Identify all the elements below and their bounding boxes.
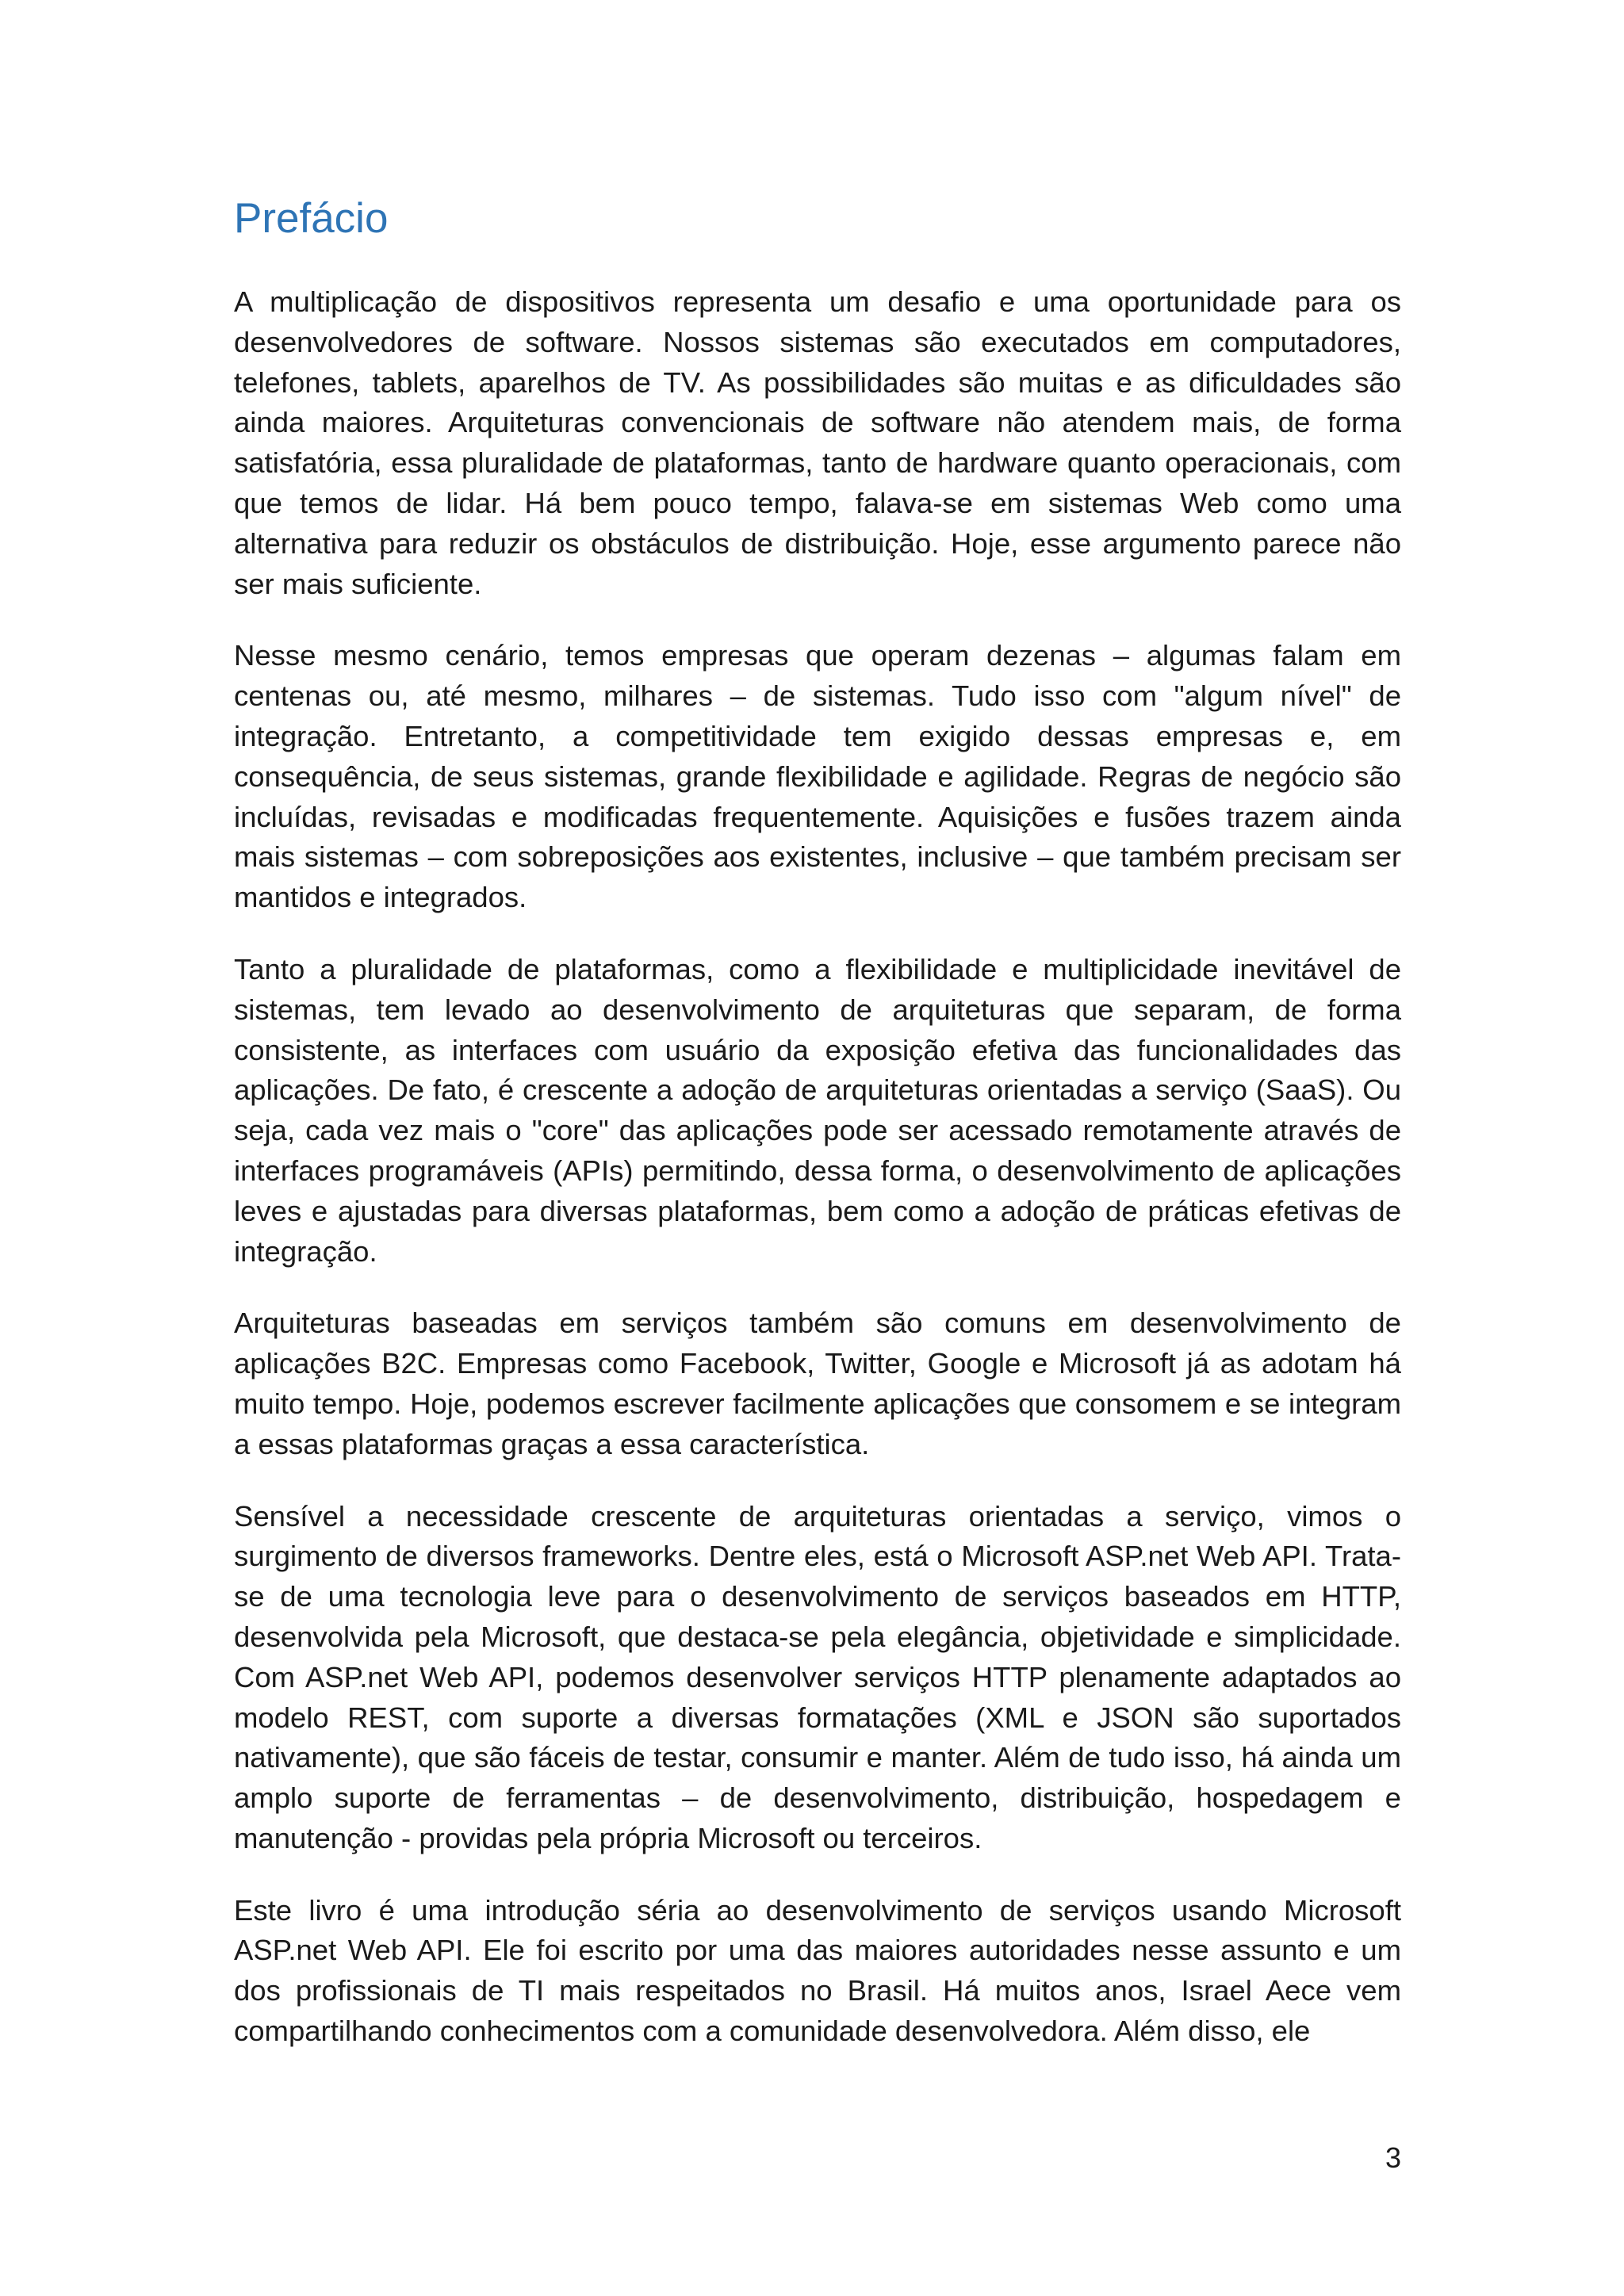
paragraph-5: Sensível a necessidade crescente de arquiteturas orientadas a serviço, vimos o surgimento de diversos frameworks. Dentre eles, está o Microsoft ASP.net Web API. Trata-se de uma tecnologia leve para o desenvolvimento de serviços baseados em HTTP, desenvolvida pela Microsoft, que destaca-se pela elegância, objetividade e simplicidade. Com ASP.net Web API, podemos desenvolver serviços HTTP plenamente adaptados ao modelo REST, com suporte a diversas formatações (XML e JSON são suportados nativamente), que são fáceis de testar, consumir e manter. Além de tudo isso, há ainda um amplo suporte de ferramentas – de desenvolvimento, distribuição, hospedagem e manutenção - providas pela própria Microsoft ou terceiros.: [234, 1499, 1401, 1854]
paragraph-2: Nesse mesmo cenário, temos empresas que operam dezenas – algumas falam em centenas ou, até mesmo, milhares – de sistemas. Tudo isso com "algum nível" de integração. Entretanto, a competitividade tem exigido dessas empresas e, em consequência, de seus sistemas, grande flexibilidade e agilidade. Regras de negócio são incluídas, revisadas e modificadas frequentemente. Aquisições e fusões trazem ainda mais sistemas – com sobreposições aos existentes, inclusive – que também precisam ser mantidos e integrados.: [234, 639, 1401, 914]
paragraph-1: A multiplicação de dispositivos representa um desafio e uma oportunidade para os desenvolvedores de software. Nossos sistemas são executados em computadores, telefones, tablets, aparelhos de TV. As possibilidades são muitas e as dificuldades são ainda maiores. Arquiteturas convencionais de software não atendem mais, de forma satisfatória, essa pluralidade de plataformas, tanto de hardware quanto operacionais, com que temos de lidar. Há bem pouco tempo, falava-se em sistemas Web como uma alternativa para reduzir os obstáculos de distribuição. Hoje, esse argumento parece não ser mais suficiente.: [234, 285, 1401, 600]
paragraph-6: Este livro é uma introdução séria ao desenvolvimento de serviços usando Microsoft ASP.net Web API. Ele foi escrito por uma das maiores autoridades nesse assunto e um dos profissionais de TI mais respeitados no Brasil. Há muitos anos, Israel Aece vem compartilhando conhecimentos com a comunidade desenvolvedora. Além disso, ele: [234, 1893, 1401, 2048]
page-number: 3: [1385, 2141, 1401, 2174]
paragraph-3: Tanto a pluralidade de plataformas, como a flexibilidade e multiplicidade inevitável de sistemas, tem levado ao desenvolvimento de arquiteturas que separam, de forma consistente, as interfaces com usuário da exposição efetiva das funcionalidades das aplicações. De fato, é crescente a adoção de arquiteturas orientadas a serviço (SaaS). Ou seja, cada vez mais o "core" das aplicações pode ser acessado remotamente através de interfaces programáveis (APIs) permitindo, dessa forma, o desenvolvimento de aplicações leves e ajustadas para diversas plataformas, bem como a adoção de práticas efetivas de integração.: [234, 952, 1401, 1268]
page-title: Prefácio: [234, 195, 389, 242]
body-text: [234, 282, 1401, 2052]
paragraph-4: Arquiteturas baseadas em serviços também são comuns em desenvolvimento de aplicações B2C. Empresas como Facebook, Twitter, Google e Microsoft já as adotam há muito tempo. Hoje, podemos escrever facilmente aplicações que consomem e se integram a essas plataformas graças a essa característica.: [234, 1307, 1401, 1460]
